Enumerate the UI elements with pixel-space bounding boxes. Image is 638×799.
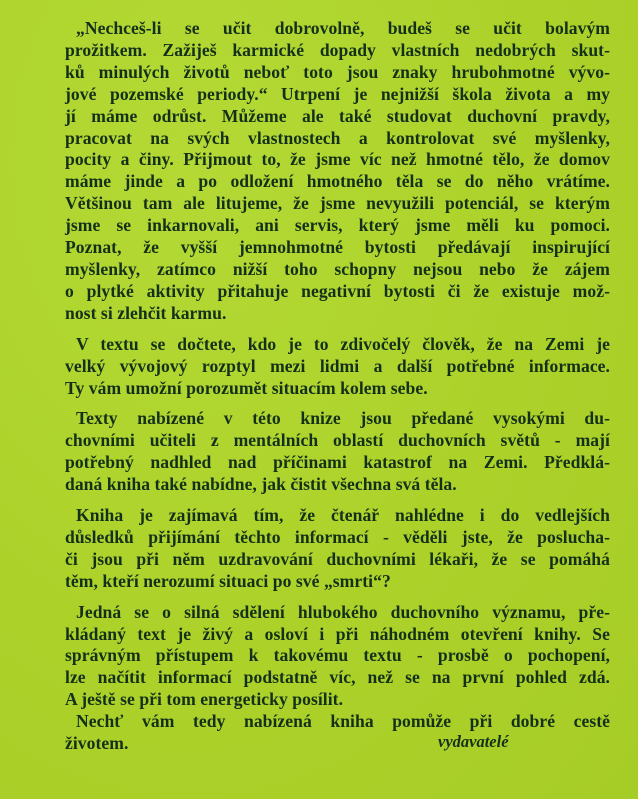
text-line: potřebný nadhled nad příčinami katastrof na Zemi. Předklá- — [65, 452, 610, 473]
text-line: jsme se inkarnovali, ani servis, který jsme měli ku pomoci. — [65, 215, 610, 236]
text-line: „Nechceš-li se učit dobrovolně, budeš se učit bolavým — [76, 18, 610, 38]
text-line: Poznat, že vyšší jemnohmotné bytosti předávají inspirující — [65, 237, 610, 258]
paragraph-6 — [65, 711, 610, 755]
text-line: těm, kteří nerozumí situaci po své „smrti“? — [65, 570, 391, 591]
text-line: nost si zlehčit karmu. — [65, 302, 227, 323]
text-line: Jedná se o silná sdělení hlubokého duchovního významu, pře- — [76, 601, 610, 622]
text-line: máme jinde a po odložení hmotného těla se do něho vrátíme. — [65, 171, 610, 192]
text-line: ků minulých životů neboť toto jsou znaky hrubohmotné vývo- — [65, 61, 610, 82]
text-line: Ty vám umožní porozumět situacím kolem sebe. — [65, 377, 428, 398]
text-line: chovními učiteli z mentálních oblastí duchovních světů - mají — [65, 430, 610, 451]
text-line: životem. — [65, 733, 129, 754]
text-line: pracovat na svých vlastnostech a kontrolovat své myšlenky, — [65, 127, 610, 148]
paragraph-4 — [65, 505, 610, 593]
text-line: Nechť vám tedy nabízená kniha pomůže při dobré cestě — [76, 711, 610, 732]
text-line: velký vývojový rozptyl mezi lidmi a další potřebné informace. — [65, 355, 610, 376]
paragraph-1 — [65, 18, 610, 325]
text-line: jí máme odrůst. Můžeme ale také studovat duchovní pravdy, — [65, 105, 610, 126]
publisher-signature: vydavatelé — [438, 732, 509, 751]
text-line: či jsou při něm uzdravování duchovními lékaři, že se pomáhá — [65, 548, 610, 569]
text-line: A ještě se při tom energeticky posílit. — [65, 689, 344, 710]
text-line: myšlenky, zatímco nižší toho schopny nejsou nebo že zájem — [65, 258, 610, 279]
text-line: správným přístupem k takovému textu - prosbě o pochopení, — [65, 645, 610, 666]
text-line: důsledků přijímání těchto informací - věděli jste, že posluchа- — [65, 526, 610, 547]
text-line: jové pozemské periody.“ Utrpení je nejnižší škola života a my — [65, 83, 610, 104]
text-line: Texty nabízené v této knize jsou předané vysokými du- — [76, 408, 610, 429]
paragraph-3 — [65, 408, 610, 496]
text-line: prožitkem. Zažiješ karmické dopady vlastních nedobrých skut- — [65, 39, 610, 60]
text-line: o plytké aktivity přitahuje negativní bytosti či že existuje mož- — [65, 280, 610, 301]
paragraph-5 — [65, 602, 610, 712]
paragraph-2 — [65, 334, 610, 400]
text-line: Kniha je zajímavá tím, že čtenář nahlédne i do vedlejších — [76, 505, 610, 526]
text-line: V textu se dočtete, kdo je to zdivočelý člověk, že na Zemi je — [76, 333, 610, 354]
publisher-text — [65, 18, 610, 764]
text-line: kládaný text je živý a osloví i při náhodném otevření knihy. Se — [65, 623, 610, 644]
text-line: lze načítit informací podstatně víc, než se na první pohled zdá. — [65, 667, 610, 688]
text-line: pocity a činy. Přijmout to, že jsme víc než hmotné tělo, že domov — [65, 149, 610, 170]
text-line: daná kniha také nabídne, jak čistit všechna svá těla. — [65, 474, 457, 495]
text-line: Většinou tam ale litujeme, že jsme nevyužili potenciál, se kterým — [65, 193, 610, 214]
